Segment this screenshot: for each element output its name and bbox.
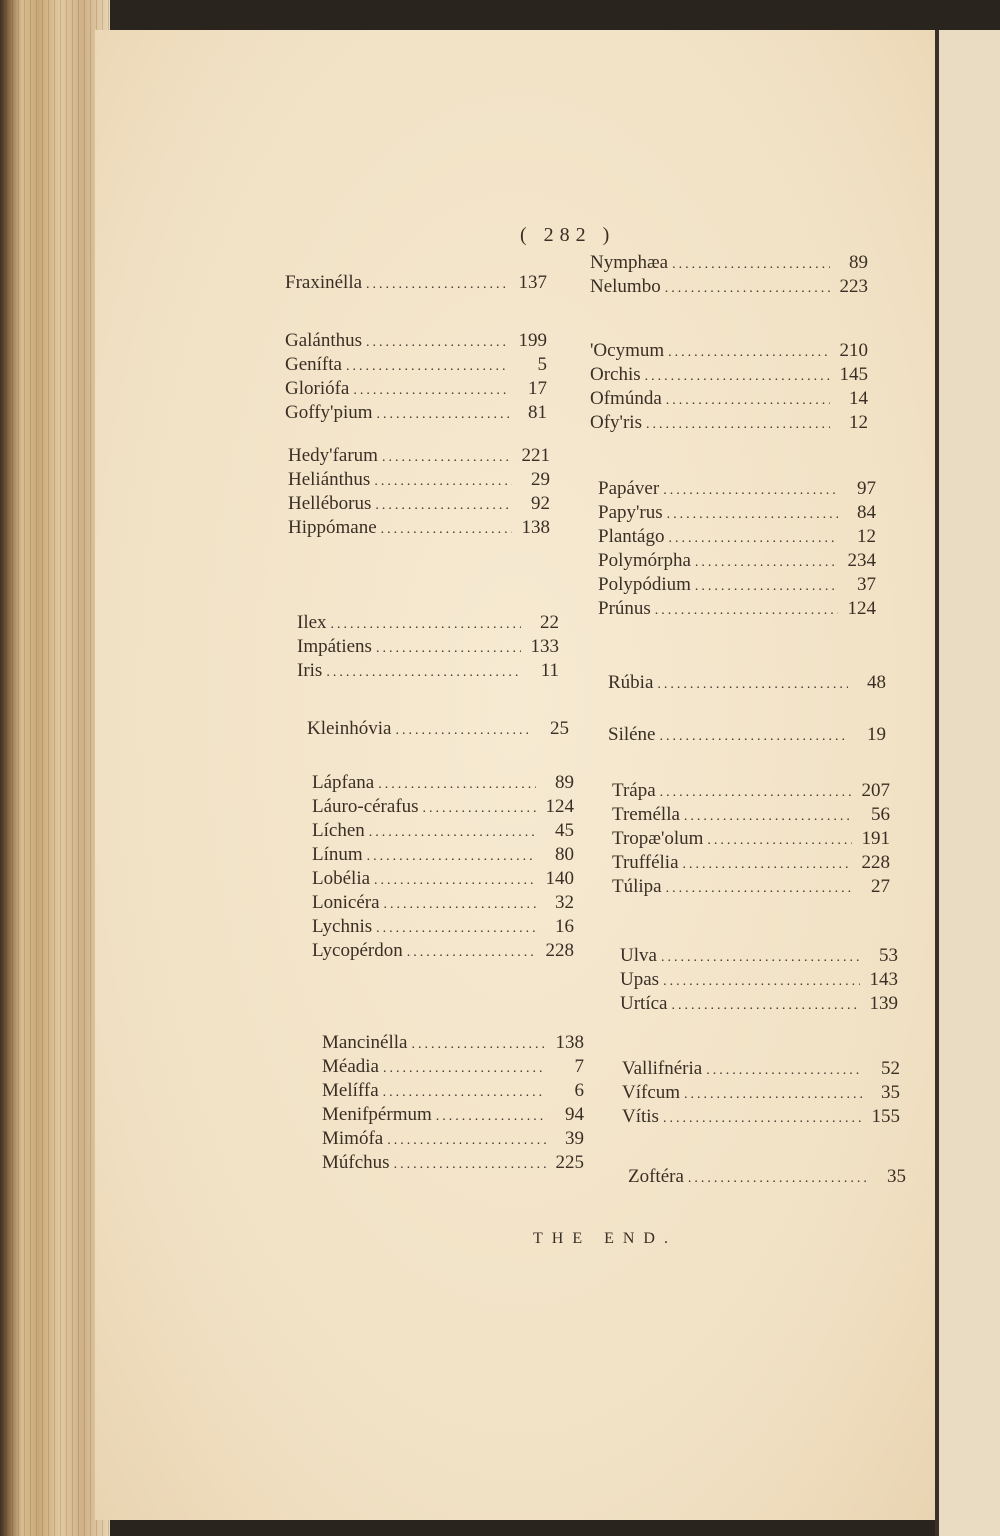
dot-leader	[353, 383, 509, 399]
index-entry	[297, 612, 559, 636]
dot-leader	[436, 1109, 546, 1125]
entry-name: Mancinélla	[322, 1032, 408, 1053]
entry-page: 140	[545, 868, 574, 889]
dot-leader	[383, 1061, 546, 1077]
dot-leader	[331, 617, 521, 633]
entry-name: Méadia	[322, 1056, 379, 1077]
entry-name: Helléborus	[288, 493, 372, 514]
entry-name: Orchis	[590, 364, 641, 385]
entry-name: Melíffa	[322, 1080, 379, 1101]
index-entry	[312, 868, 574, 892]
index-entry	[590, 276, 868, 300]
index-entry	[322, 1104, 584, 1128]
dot-leader	[666, 393, 830, 409]
entry-name: Tremélla	[612, 804, 680, 825]
entry-name: Hedy'farum	[288, 445, 378, 466]
entry-page: 124	[847, 598, 876, 619]
entry-name: Ulva	[620, 945, 657, 966]
entry-name: Fraxinélla	[285, 272, 363, 293]
entry-name: 'Ocymum	[590, 340, 665, 361]
dot-leader	[346, 359, 509, 375]
index-entry	[288, 445, 550, 469]
dot-leader	[384, 897, 536, 913]
index-entry	[612, 804, 890, 828]
entry-name: Tropæ'olum	[612, 828, 704, 849]
index-entry	[297, 636, 559, 660]
index-entry	[598, 478, 876, 502]
entry-page: 228	[861, 852, 890, 873]
entry-name: Lápfana	[312, 772, 375, 793]
index-entry	[312, 772, 574, 796]
index-entry	[285, 272, 547, 296]
dot-leader	[684, 1087, 862, 1103]
index-entry	[598, 526, 876, 550]
dot-leader	[706, 1063, 862, 1079]
dot-leader	[688, 1171, 868, 1187]
dot-leader	[376, 921, 536, 937]
entry-page: 97	[857, 478, 876, 499]
dot-leader	[663, 483, 838, 499]
entry-name: Hippómane	[288, 517, 377, 538]
entry-name: Impátiens	[297, 636, 372, 657]
entry-name: Línum	[312, 844, 363, 865]
index-entry	[598, 550, 876, 574]
entry-name: Rúbia	[608, 672, 654, 693]
index-entry	[612, 780, 890, 804]
entry-page: 11	[540, 660, 559, 681]
dot-leader	[695, 555, 838, 571]
index-entry	[307, 718, 569, 742]
index-entry	[612, 852, 890, 876]
entry-page: 223	[839, 276, 868, 297]
dot-leader	[411, 1037, 546, 1053]
entry-name: Heliánthus	[288, 469, 371, 490]
index-entry	[285, 354, 547, 378]
entry-name: Polymórpha	[598, 550, 691, 571]
entry-page: 225	[555, 1152, 584, 1173]
dot-leader	[661, 950, 860, 966]
entry-page: 35	[881, 1082, 900, 1103]
entry-page: 199	[518, 330, 547, 351]
entry-name: Vítis	[622, 1106, 659, 1127]
dot-leader	[423, 801, 536, 817]
dot-leader	[407, 945, 536, 961]
index-entry	[608, 672, 886, 696]
index-entry	[598, 574, 876, 598]
index-group	[622, 1058, 900, 1130]
dot-leader	[367, 849, 536, 865]
entry-name: Lonicéra	[312, 892, 380, 913]
entry-name: Kleinhóvia	[307, 718, 392, 739]
entry-name: Urtíca	[620, 993, 668, 1014]
entry-page: 89	[849, 252, 868, 273]
entry-page: 89	[555, 772, 574, 793]
index-group	[608, 672, 886, 696]
index-group	[297, 612, 559, 684]
index-entry	[612, 876, 890, 900]
dot-leader	[666, 881, 852, 897]
index-group	[620, 945, 898, 1017]
entry-name: Túlipa	[612, 876, 662, 897]
index-entry	[590, 412, 868, 436]
entry-page: 14	[849, 388, 868, 409]
dot-leader	[669, 531, 839, 547]
dot-leader	[655, 603, 838, 619]
dot-leader	[377, 407, 509, 423]
dot-leader	[684, 809, 852, 825]
the-end: THE END.	[533, 1230, 677, 1247]
index-entry	[312, 940, 574, 964]
index-entry	[322, 1056, 584, 1080]
entry-name: Siléne	[608, 724, 656, 745]
index-group	[312, 772, 574, 964]
entry-name: Genífta	[285, 354, 342, 375]
dot-leader	[683, 857, 853, 873]
dot-leader	[707, 833, 852, 849]
index-entry	[285, 378, 547, 402]
dot-leader	[326, 665, 521, 681]
entry-page: 39	[565, 1128, 584, 1149]
entry-name: Ofy'ris	[590, 412, 642, 433]
entry-page: 155	[871, 1106, 900, 1127]
entry-page: 19	[867, 724, 886, 745]
index-entry	[312, 916, 574, 940]
entry-name: Nelumbo	[590, 276, 661, 297]
dot-leader	[383, 1085, 546, 1101]
index-entry	[288, 493, 550, 517]
entry-name: Zoftéra	[628, 1166, 684, 1187]
entry-page: 12	[849, 412, 868, 433]
entry-name: Polypódium	[598, 574, 691, 595]
dot-leader	[668, 345, 830, 361]
index-entry	[285, 330, 547, 354]
dot-leader	[374, 873, 536, 889]
entry-page: 12	[857, 526, 876, 547]
index-group	[612, 780, 890, 900]
index-group	[307, 718, 569, 742]
entry-name: Iris	[297, 660, 323, 681]
index-entry	[622, 1082, 900, 1106]
entry-name: Trápa	[612, 780, 656, 801]
dot-leader	[695, 579, 838, 595]
entry-page: 143	[869, 969, 898, 990]
index-group	[322, 1032, 584, 1176]
index-group	[608, 724, 886, 748]
index-group	[285, 272, 547, 296]
entry-name: Galánthus	[285, 330, 363, 351]
entry-page: 48	[867, 672, 886, 693]
entry-page: 52	[881, 1058, 900, 1079]
index-entry	[288, 517, 550, 541]
entry-name: Vífcum	[622, 1082, 681, 1103]
entry-name: Papy'rus	[598, 502, 663, 523]
index-entry	[612, 828, 890, 852]
dot-leader	[660, 785, 852, 801]
index-entry	[590, 388, 868, 412]
entry-page: 35	[887, 1166, 906, 1187]
entry-page: 56	[871, 804, 890, 825]
entry-page: 137	[518, 272, 547, 293]
entry-page: 22	[540, 612, 559, 633]
index-group	[285, 330, 547, 426]
index-entry	[285, 402, 547, 426]
index-entry	[322, 1080, 584, 1104]
index-entry	[288, 469, 550, 493]
entry-name: Nymphæa	[590, 252, 669, 273]
index-entry	[620, 969, 898, 993]
entry-page: 53	[879, 945, 898, 966]
index-entry	[620, 993, 898, 1017]
entry-name: Prúnus	[598, 598, 651, 619]
index-entry	[598, 502, 876, 526]
entry-page: 138	[521, 517, 550, 538]
entry-page: 92	[531, 493, 550, 514]
entry-page: 221	[521, 445, 550, 466]
entry-page: 6	[574, 1080, 584, 1101]
dot-leader	[374, 474, 512, 490]
dot-leader	[381, 522, 512, 538]
dot-leader	[671, 998, 860, 1014]
entry-page: 133	[530, 636, 559, 657]
dot-leader	[376, 641, 521, 657]
entry-name: Lychnis	[312, 916, 373, 937]
entry-page: 94	[565, 1104, 584, 1125]
entry-page: 210	[839, 340, 868, 361]
dot-leader	[646, 417, 830, 433]
index-entry	[297, 660, 559, 684]
entry-page: 29	[531, 469, 550, 490]
dot-leader	[366, 277, 509, 293]
dot-leader	[645, 369, 830, 385]
dot-leader	[672, 257, 830, 273]
dot-leader	[366, 335, 509, 351]
dot-leader	[394, 1157, 546, 1173]
entry-page: 37	[857, 574, 876, 595]
entry-page: 124	[545, 796, 574, 817]
dot-leader	[369, 825, 536, 841]
index-entry	[590, 340, 868, 364]
entry-page: 32	[555, 892, 574, 913]
dot-leader	[663, 1111, 862, 1127]
entry-page: 191	[861, 828, 890, 849]
entry-name: Truffélia	[612, 852, 679, 873]
entry-page: 16	[555, 916, 574, 937]
entry-page: 139	[869, 993, 898, 1014]
entry-name: Mimófa	[322, 1128, 384, 1149]
entry-name: Múfchus	[322, 1152, 390, 1173]
index-entry	[322, 1128, 584, 1152]
dot-leader	[663, 974, 860, 990]
index-entry	[322, 1152, 584, 1176]
index-group	[628, 1166, 906, 1190]
dot-leader	[395, 723, 531, 739]
entry-name: Lycopérdon	[312, 940, 403, 961]
entry-page: 7	[574, 1056, 584, 1077]
index-entry	[312, 892, 574, 916]
index-entry	[620, 945, 898, 969]
index-entry	[312, 820, 574, 844]
dot-leader	[378, 777, 536, 793]
index-entry	[622, 1058, 900, 1082]
entry-page: 84	[857, 502, 876, 523]
index-entry	[598, 598, 876, 622]
dot-leader	[667, 507, 838, 523]
entry-page: 17	[528, 378, 547, 399]
entry-name: Papáver	[598, 478, 660, 499]
page-stack-edge	[0, 0, 110, 1536]
entry-name: Plantágo	[598, 526, 665, 547]
entry-page: 80	[555, 844, 574, 865]
page-number: ( 282 )	[520, 224, 616, 246]
entry-name: Upas	[620, 969, 660, 990]
index-group	[288, 445, 550, 541]
index-entry	[608, 724, 886, 748]
dot-leader	[375, 498, 512, 514]
dot-leader	[387, 1133, 546, 1149]
index-entry	[312, 796, 574, 820]
index-group	[590, 340, 868, 436]
entry-page: 25	[550, 718, 569, 739]
entry-name: Ilex	[297, 612, 327, 633]
entry-name: Goffy'pium	[285, 402, 373, 423]
index-group	[590, 252, 868, 300]
entry-name: Vallifnéria	[622, 1058, 703, 1079]
index-entry	[628, 1166, 906, 1190]
entry-page: 81	[528, 402, 547, 423]
index-entry	[590, 252, 868, 276]
facing-page-edge	[935, 30, 1000, 1536]
entry-page: 138	[555, 1032, 584, 1053]
entry-page: 5	[537, 354, 547, 375]
entry-name: Líchen	[312, 820, 365, 841]
index-entry	[312, 844, 574, 868]
entry-page: 27	[871, 876, 890, 897]
entry-name: Menifpérmum	[322, 1104, 432, 1125]
entry-page: 234	[847, 550, 876, 571]
entry-page: 228	[545, 940, 574, 961]
entry-page: 45	[555, 820, 574, 841]
entry-page: 145	[839, 364, 868, 385]
dot-leader	[382, 450, 512, 466]
index-entry	[590, 364, 868, 388]
entry-name: Láuro-cérafus	[312, 796, 419, 817]
index-entry	[322, 1032, 584, 1056]
entry-name: Ofmúnda	[590, 388, 662, 409]
index-entry	[622, 1106, 900, 1130]
entry-page: 207	[861, 780, 890, 801]
dot-leader	[660, 729, 849, 745]
dot-leader	[665, 281, 830, 297]
entry-name: Gloriófa	[285, 378, 350, 399]
index-group	[598, 478, 876, 622]
dot-leader	[657, 677, 848, 693]
entry-name: Lobélia	[312, 868, 371, 889]
